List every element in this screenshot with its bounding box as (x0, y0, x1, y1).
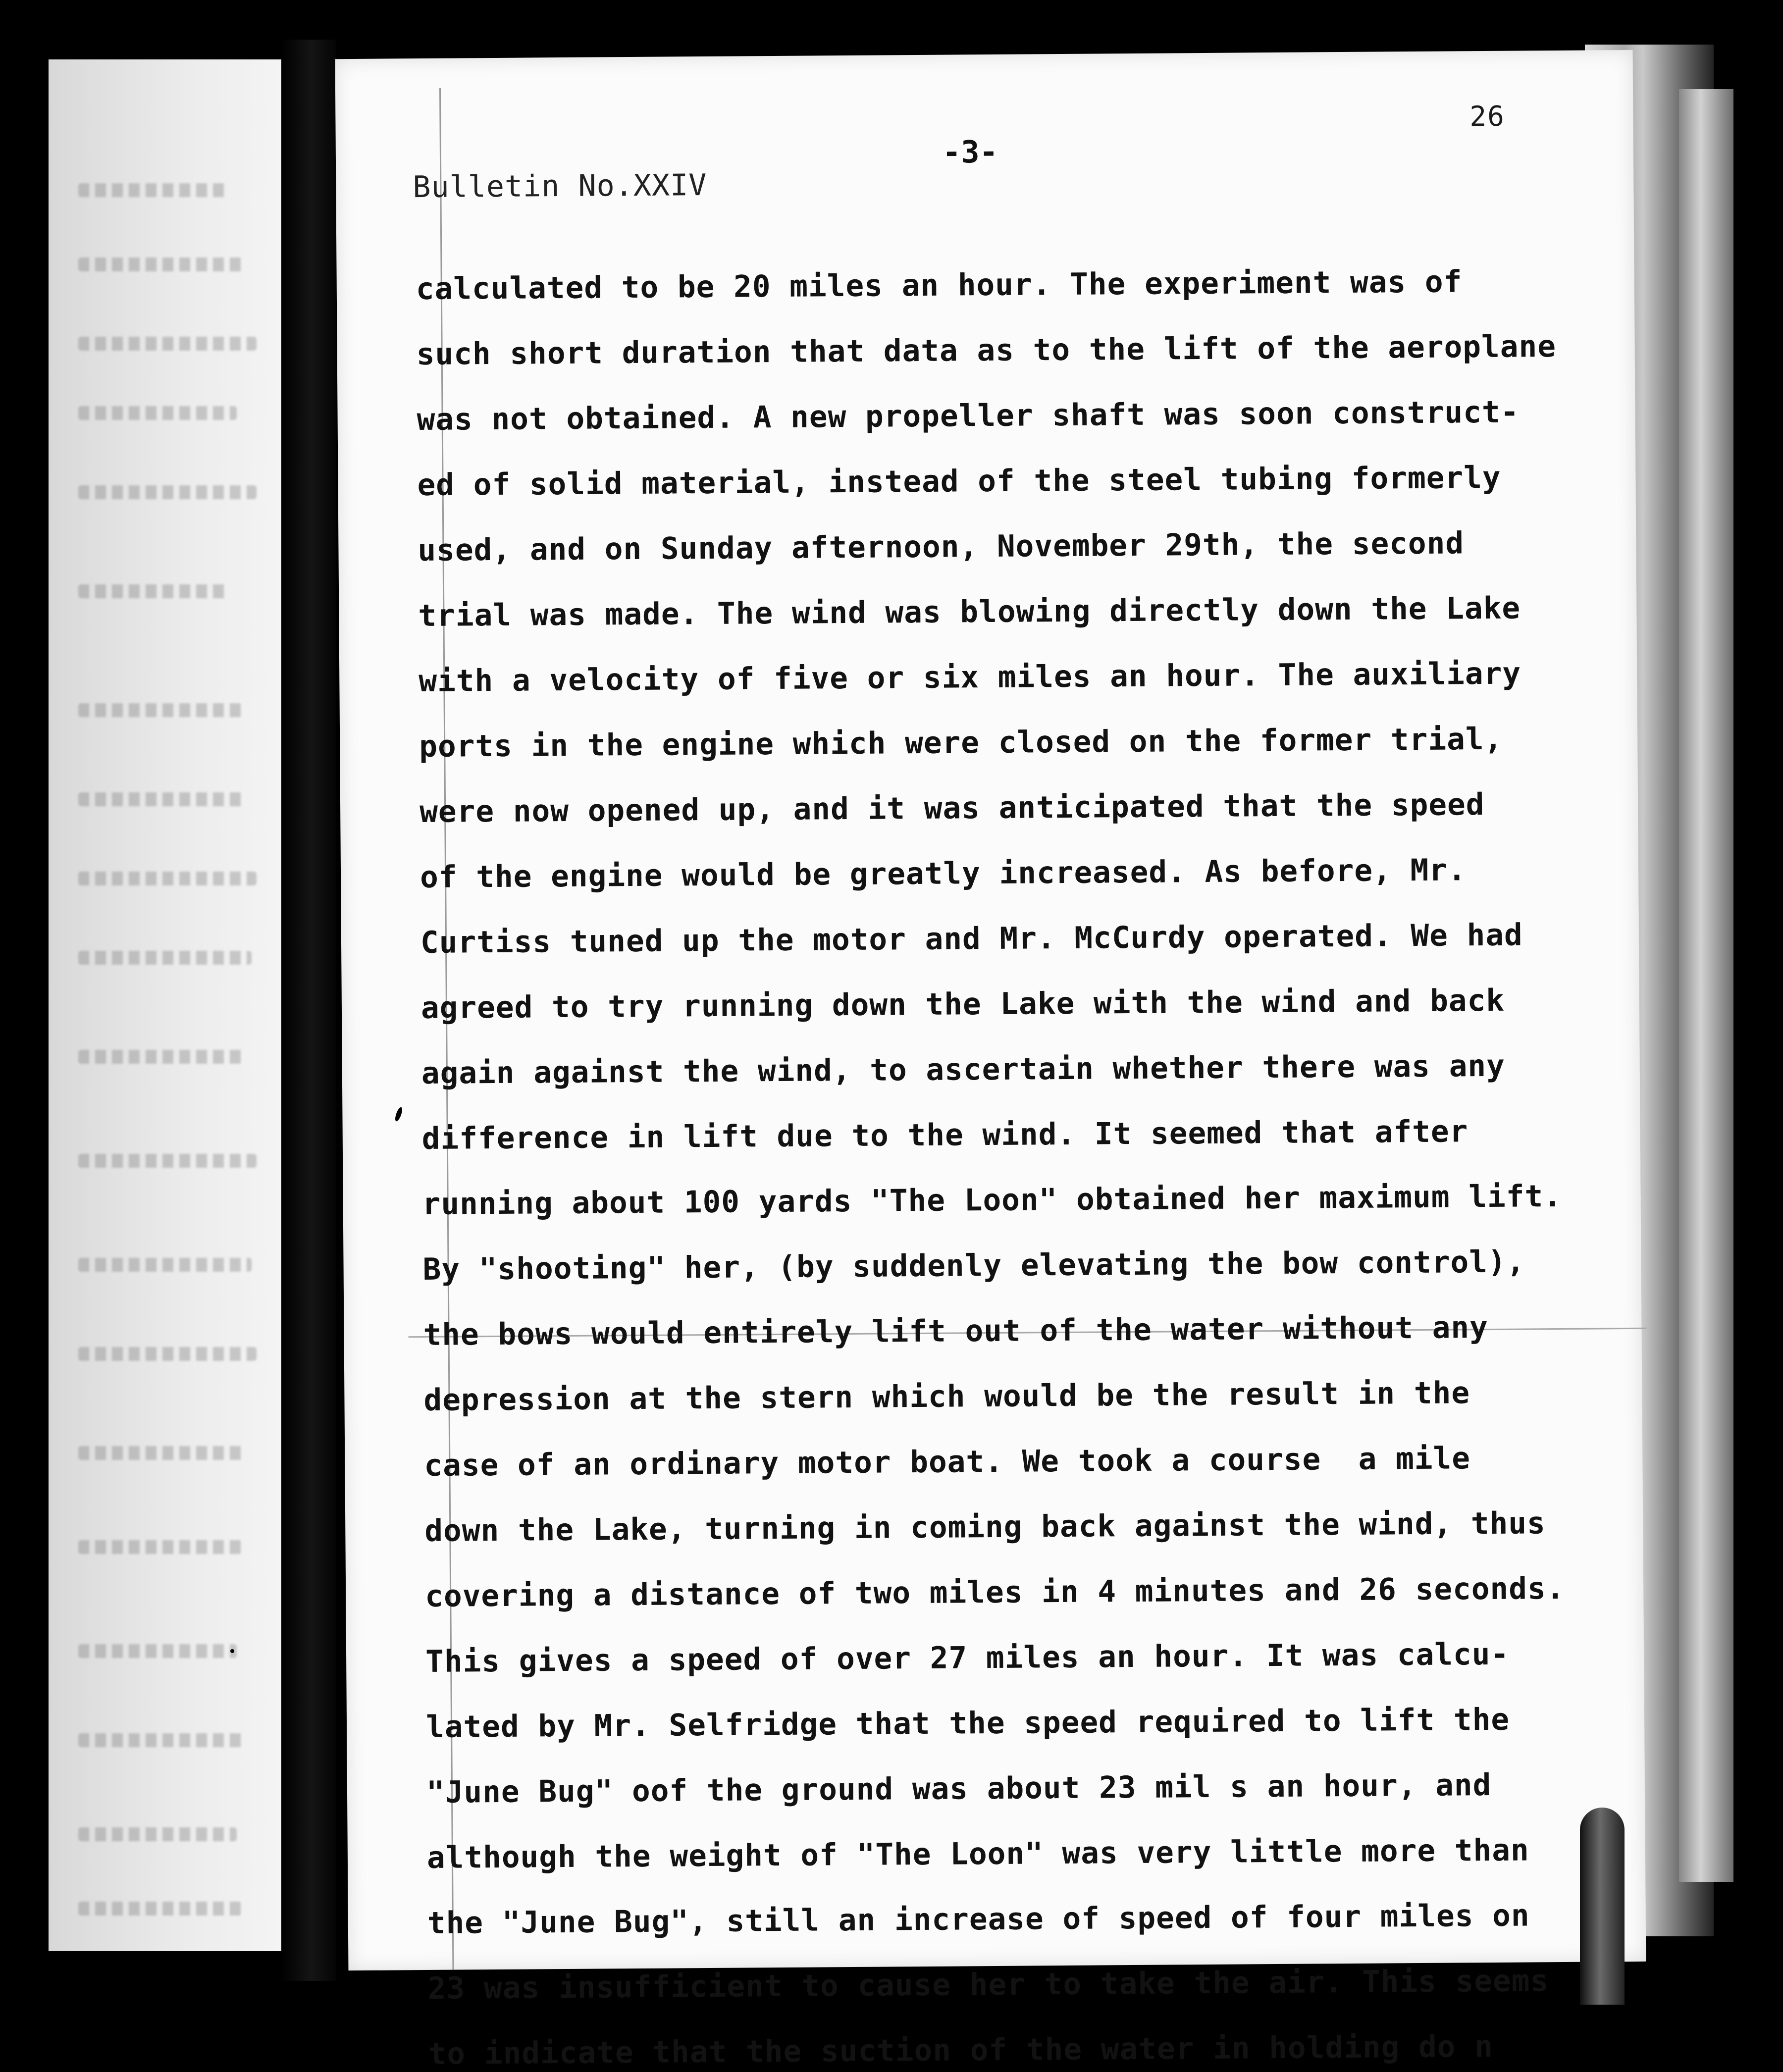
text-line: although the weight of "The Loon" was very little more than (426, 1832, 1529, 1875)
faded-text-line (78, 337, 257, 351)
text-line: with a velocity of five or six miles an hour. The auxiliary (419, 656, 1521, 699)
text-line: difference in lift due to the wind. It seemed that after (421, 1114, 1468, 1157)
faded-text-line (78, 183, 227, 197)
text-line: the "June Bug", still an increase of speed of four miles on (427, 1898, 1530, 1941)
text-line: again against the wind, to ascertain whether there was any (421, 1048, 1506, 1091)
page-marker: -3- (942, 133, 998, 170)
faded-text-line (78, 1902, 242, 1916)
speck (230, 1649, 234, 1653)
faded-text-line (78, 258, 247, 271)
bulletin-title: Bulletin No.XXIV (413, 167, 707, 205)
faded-text-line (78, 872, 257, 885)
facing-page-left (49, 59, 281, 1951)
faded-text-line (78, 1733, 247, 1747)
speck (10, 1020, 14, 1024)
faded-text-line (78, 406, 237, 420)
faded-text-line (78, 1258, 252, 1272)
text-line: ports in the engine which were closed on the former trial, (419, 721, 1503, 765)
book-gutter (281, 40, 336, 1981)
faded-text-line (78, 792, 247, 806)
text-line: This gives a speed of over 27 miles an hour. It was calcu- (425, 1636, 1510, 1679)
binding-clip (1580, 1808, 1625, 2005)
text-line: down the Lake, turning in coming back against the wind, thus (424, 1505, 1546, 1549)
text-line: running about 100 yards "The Loon" obtained her maximum lift. (422, 1178, 1563, 1222)
faded-text-line (78, 485, 257, 499)
text-line: "June Bug" oof the ground was about 23 mil s an hour, and (426, 1767, 1492, 1810)
faded-text-line (78, 584, 227, 598)
faded-text-line (78, 1347, 257, 1361)
text-line: 23 was insufficient to cause her to take the air. This seems (427, 1963, 1549, 2006)
text-line: trial was made. The wind was blowing directly down the Lake (418, 590, 1521, 634)
page-edges-stack-outer (1679, 89, 1733, 1882)
text-line: calculated to be 20 miles an hour. The experiment was of (416, 264, 1463, 307)
typescript-page (335, 50, 1646, 2072)
text-line: ed of solid material, instead of the steel tubing formerly (417, 460, 1501, 503)
text-line: the bows would entirely lift out of the water without any (423, 1310, 1489, 1353)
text-line: By "shooting" her, (by suddenly elevating the bow control), (422, 1244, 1525, 1288)
faded-text-line (78, 1050, 247, 1064)
faded-text-line (78, 703, 242, 717)
text-line: of the engine would be greatly increased. As before, Mr. (420, 852, 1467, 895)
text-line: case of an ordinary motor boat. We took a course a mile (424, 1441, 1471, 1484)
faded-text-line (78, 951, 252, 965)
faded-text-line (78, 1154, 257, 1168)
text-line: were now opened up, and it was anticipated that the speed (419, 787, 1485, 830)
text-line: agreed to try running down the Lake with the wind and back (420, 983, 1505, 1026)
text-line: covering a distance of two miles in 4 minutes and 26 seconds. (424, 1570, 1565, 1614)
faded-text-line (78, 1540, 242, 1554)
text-line: such short duration that data as to the lift of the aeroplane (416, 328, 1557, 372)
faded-text-line (78, 1644, 237, 1658)
text-line: Curtiss tuned up the motor and Mr. McCurdy operated. We had (420, 917, 1523, 961)
text-line: was not obtained. A new propeller shaft was soon construct- (417, 394, 1520, 438)
faded-text-line (78, 1827, 237, 1841)
text-line: to indicate that the suction of the water in holding do n (428, 2028, 1494, 2072)
faded-text-line (78, 1446, 247, 1460)
text-line: depression at the stern which would be the result in the (423, 1375, 1470, 1418)
text-line: lated by Mr. Selfridge that the speed required to lift the (425, 1702, 1510, 1745)
page-number: 26 (1469, 100, 1506, 133)
text-line: used, and on Sunday afternoon, November 29th, the second (418, 525, 1465, 569)
